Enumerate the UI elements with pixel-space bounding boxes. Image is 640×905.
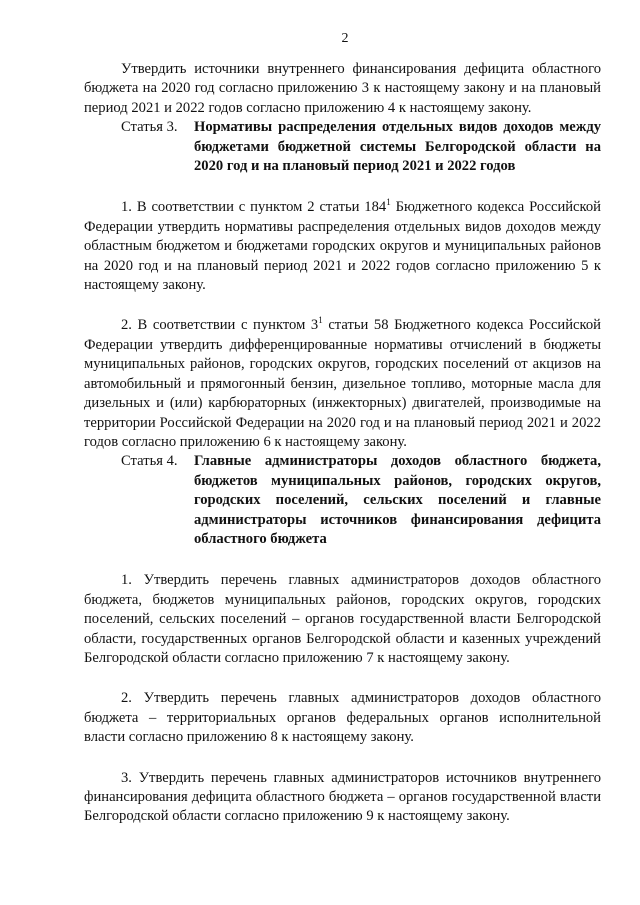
article-3-paragraph-2: [84, 316, 601, 452]
document-body: [84, 60, 601, 827]
article-4-paragraph-1: 1. Утвердить перечень главных администраторов доходов областного бюджета, бюджетов муниципальных районов, городских округов, городских поселений, сельских поселений – органов государственной власти Белгородской области, государственных органов Белгородской области и казенных учреждений Белгородской области согласно приложению 7 к настоящему закону.: [84, 572, 601, 666]
article-3-title: Нормативы распределения отдельных видов доходов между бюджетами бюджетной системы Белгородской области на 2020 год и на плановый период 2021 и 2022 годов: [194, 119, 601, 175]
article-3-label: Статья 3.: [121, 119, 178, 136]
page-number: 2: [341, 31, 349, 46]
article-3-paragraph-1-end: Бюджетного кодекса Российской Федерации утвердить нормативы распределения отдельных видов доходов между областным бюджетом и бюджетами городских округов и муниципальных районов на 2020 год и на плановый период 2021 и 2022 годов согласно приложению 5 к настоящему закону.: [84, 199, 601, 294]
article-4-heading: [84, 452, 601, 549]
article-4-title: Главные администраторы доходов областного бюджета, бюджетов муниципальных районов, городских округов, городских поселений, сельских поселений и главные администраторы источников финансирования дефицита областного бюджета: [194, 453, 601, 547]
article-3-paragraph-1: [84, 198, 601, 295]
article-3-paragraph-2-start: 2. В соответствии с пунктом 3: [121, 317, 319, 334]
article-3-paragraph-1-start: 1. В соответствии с пунктом 2 статьи 184: [121, 199, 387, 216]
article-4-paragraph-3: 3. Утвердить перечень главных администраторов источников внутреннего финансирования дефицита областного бюджета – органов государственной власти Белгородской области согласно приложению 9 к настоящему закону.: [84, 769, 601, 825]
article-4-paragraph-2: 2. Утвердить перечень главных администраторов доходов областного бюджета – территориальных органов федеральных органов исполнительной власти согласно приложению 8 к настоящему закону.: [84, 690, 601, 746]
paragraph-intro: Утвердить источники внутреннего финансирования дефицита областного бюджета на 2020 год согласно приложению 3 к настоящему закону и на плановый период 2021 и 2022 годов согласно приложению 4 к настоящему закону.: [84, 61, 601, 116]
article-3-paragraph-2-end: статьи 58 Бюджетного кодекса Российской Федерации утвердить дифференцированные нормативы отчислений в бюджеты муниципальных районов, городских округов, городских поселений от акцизов на автомобильный и прямогонный бензин, дизельное топливо, моторные масла для дизельных и (или) карбюраторных (инжекторных) двигателей, производимые на территории Российской Федерации на 2020 год и на плановый период 2021 и 2022 годов согласно приложению 6 к настоящему закону.: [84, 317, 601, 450]
article-4-label: Статья 4.: [121, 453, 178, 470]
article-3-paragraph-2-superscript: 1: [318, 315, 323, 326]
article-3-heading: [84, 118, 601, 176]
article-3-paragraph-1-superscript: 1: [386, 197, 391, 208]
